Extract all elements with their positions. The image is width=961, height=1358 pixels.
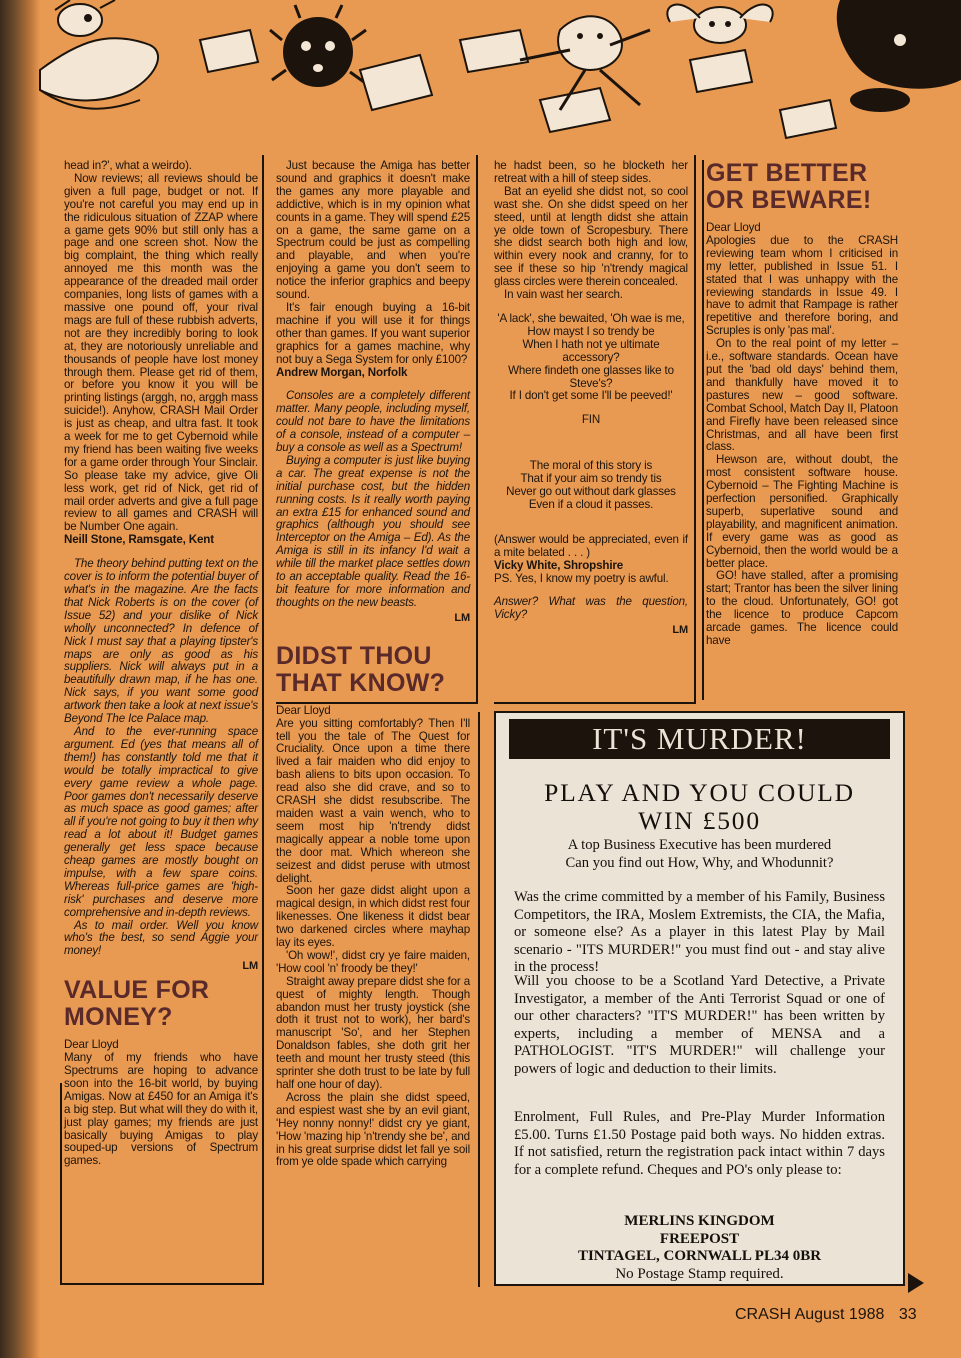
letter-heading: DIDST THOU THAT KNOW?	[276, 641, 446, 697]
letter-text: Soon her gaze didst alight upon a magical design, in which didst rest four likenesses. One likeness it didst bear two darkened circles where mayhap lay its eyes.	[276, 884, 470, 950]
poem-line: If I don't get some I'll be peeved!'	[509, 389, 673, 403]
letter-signature: Andrew Morgan, Norfolk	[276, 365, 408, 379]
editor-reply: Consoles are a completely different matter. Many people, including myself, could not bare to have the limitations of a console, instead of a computer – buy a console as well as a Spectrum!	[276, 389, 470, 455]
column-rule	[60, 1083, 62, 1285]
editor-initials: LM	[242, 960, 258, 973]
moral-line: Never go out without dark glasses	[506, 485, 676, 499]
ad-paragraph: Was the crime committed by a member of his Family, Business Competitors, the IRA, Moslem Extremists, the CIA, the Mafia, or someone else? As a player in this latest Play by Mail scenario - "ITS MURDER!" you must find out - and stay alive in the process!	[514, 889, 885, 976]
murder-advertisement	[494, 711, 905, 1286]
ad-paragraph: Will you choose to be a Scotland Yard Detective, a Private Investigator, a member of the Anti Terrorist Squad or one of our other characters? "IT'S MURDER!" has been written by experts, including a member of MENSA and a PATHOLOGIST. "IT'S MURDER!" will challenge your powers of logic and deduction to their limits.	[514, 973, 885, 1077]
poem	[494, 313, 688, 512]
letter-text: On to the real point of my letter – i.e., software standards. Ocean have put the 'bad old days' behind them, and thankfully have moved it to pastures new – good software. Combat School, Match Day II, Platoon and Firefly have been released since Christmas, and all have been first class.	[706, 337, 898, 454]
editor-reply: Answer? What was the question, Vicky?	[494, 595, 688, 622]
letter-signature: Neill Stone, Ramsgate, Kent	[64, 533, 214, 547]
column-1	[64, 160, 258, 1168]
editor-reply: And to the ever-running space argument. Ed (yes that means all of them!) has constantly told me that it would be totally impractical to give every game review a whole page. Poor games don't necessarily deserve as much space as good games; after all if you're not going to buy it then why read a lot about it! Budget games generally get less space because cheap games are mostly bought on impulse, with a few spare coins. Whereas full-price games are 'high-risk' purchases and deserve more comprehensive and in-depth reviews.	[64, 724, 258, 919]
ad-address	[496, 1213, 903, 1283]
poem-line: How mayst I so trendy be	[527, 324, 655, 338]
ad-intro-line: Can you find out How, Why, and Whodunnit?	[565, 854, 834, 871]
ad-headline	[496, 779, 903, 835]
letter-text: Apologies due to the CRASH reviewing team whom I criticised in my letter, published in Issue 51. I stated that I was unhappy with the reviewing standards in Issue 49. I have to admit that Rampage is rather repetitive and therefore boring, and Scruples is only 'pas mal'.	[706, 233, 898, 338]
column-3	[494, 160, 688, 637]
ad-paragraph: Enrolment, Full Rules, and Pre-Play Murder Information £5.00. Turns £1.50 Postage paid both ways. No hidden extras. If not satisfied, return the registration pack intact within 7 days for a complete refund. Cheques and PO's only please to:	[514, 1109, 885, 1178]
poem-line: When I hath not ye ultimate accessory?	[522, 337, 660, 364]
ad-headline-line: WIN £500	[638, 806, 761, 835]
letter-text: he hadst been, so he blocketh her retreat with a hill of steep sides.	[494, 159, 688, 185]
footer-page-number: 33	[898, 1306, 917, 1323]
ad-banner-title: IT'S MURDER!	[509, 719, 890, 759]
letter-signature: Vicky White, Shropshire	[494, 558, 624, 572]
box-rule	[60, 1283, 264, 1285]
column-rule	[476, 155, 478, 703]
column-rule	[694, 155, 696, 703]
letter-postscript: PS. Yes, I know my poetry is awful.	[494, 571, 669, 585]
column-rule	[262, 155, 264, 1285]
letter-text: head in?', what a weirdo).	[64, 159, 192, 172]
letter-heading: VALUE FOR MONEY?	[64, 976, 210, 1032]
letter-heading: GET BETTER OR BEWARE!	[706, 159, 872, 214]
ad-address-line: FREEPOST	[659, 1230, 740, 1247]
ad-address-line: TINTAGEL, CORNWALL PL34 0BR	[577, 1248, 822, 1264]
letter-text: Across the plain she didst speed, and espiest wast she by an evil giant, 'Hey nonny nonny!' didst cry ye giant, 'How 'mazing hip 'n'trendy she be', and in his great surprise didst let fall ye soil from ye olde spade which carrying	[276, 1090, 470, 1169]
moral-line: The moral of this story is	[529, 459, 653, 473]
box-rule	[276, 702, 478, 704]
letter-text: (Answer would be appreciated, even if a mite belated . . . )	[494, 532, 688, 559]
poem-line: Where findeth one glasses like to Steve's?	[508, 363, 674, 390]
editor-initials: LM	[454, 611, 470, 624]
letter-text: 'Oh wow!', didst cry ye faire maiden, 'How cool 'n' froody be they!'	[276, 948, 470, 975]
letter-text: Just because the Amiga has better sound and graphics it doesn't make the games any more playable and addictive, which is in my opinion what counts in a game. They will spend £25 on a game, the same game on a Spectrum could be just as compelling and playable, and when you're enjoying a game you don't seem to notice the inferior graphics and beepy sound.	[276, 159, 470, 302]
letter-salutation: Dear Lloyd	[276, 703, 331, 717]
box-rule	[494, 702, 696, 704]
ad-intro-line: A top Business Executive has been murdered	[567, 837, 832, 853]
editor-initials: LM	[672, 624, 688, 637]
page-spine-shadow	[0, 0, 40, 1358]
letter-text: In vain wast her search.	[504, 288, 623, 302]
letter-salutation: Dear Lloyd	[706, 221, 761, 234]
letter-text: It's fair enough buying a 16-bit machine if you will use it for things other than games. If you want superior graphics for a games machine, why not buy a Sega System for only £100?	[276, 300, 470, 366]
editor-reply: The theory behind putting text on the cover is to inform the potential buyer of what's in the magazine. Are the facts that Nick Roberts is on the cover (of Issue 52) and your dislike of Nick wholly unconnected? In defence of Nick I must say that a playing tipster's maps are only as good as his suppliers. Nick will always put in a beautifully drawn map, if he has one. Nick says, if you want some good artwork then take a look at next issue's Beyond The Ice Palace map.	[64, 557, 258, 726]
moral-line: Even if a cloud it passes.	[528, 497, 654, 511]
letter-text: Are you sitting comfortably? Then I'll tell you the tale of The Quest for Cruciality. Once upon a time there lived a fair maiden who did enjoy to bash aliens to bits upon occasion. To read also she did crave, and so to CRASH she didst resubscribe. The maiden wast a vain wench, who to seem most hip 'n'trendy didst magically appear a noble tome upon the door mat. Which whereon she seizest and didst peruse with utmost delight.	[276, 716, 470, 885]
letter-text: Straight away prepare didst she for a quest of mighty length. Though abandon must her trusty joystick (she doth it trust not to work), her bard's manuscript 'So', and her Stephen Donaldson fables, she doth grit her teeth and mount her trusty steed (this sprinter she doth trust to be late by full half one hour of day).	[276, 974, 470, 1091]
header-cartoon-illustration	[0, 0, 961, 150]
ad-headline-line: PLAY AND YOU COULD	[544, 778, 855, 807]
letter-text: Now reviews; all reviews should be given a full page, budget or not. If you're not careful you may end up in the ridiculous situation of ZZAP where a game gets 90% but still only has a page and one screen shot. Now the big complaint, the thing which really annoyed me this month was the appearance of the dreaded mail order companies, long lists of games with a massive one pound off, your rival mags are full of these rubbish adverts, not are they incredibly boring to look at, they are notoriously unreliable and thousands of people have lost money through them. Please get rid of them, or before you know it you will be printing listings (arggh, no, arggh mass suicide!). Anyhow, CRASH Mail Order is just as cheap, and ultra fast. It took a week for me to get Cybernoid while my friend has been waiting five weeks for a game order through Your Sinclair. So please take my advice, give Oli less work, get rid of Nick, get rid of mail order adverts and give a full page review to all games and CRASH will be Number One again.	[64, 171, 258, 534]
poem-line: 'A lack', she bewaited, 'Oh wae is me,	[497, 311, 685, 325]
editor-reply: As to mail order. Well you know who's the best, so send Aggie your money!	[64, 918, 258, 958]
letter-text: GO! have stalled, after a promising start; Trantor has been the silver lining to the cloud. Unfortunately, GO! got the licence to produce Capcom arcade games. The licence could have	[706, 569, 898, 647]
column-rule	[478, 712, 480, 1287]
letter-text: Many of my friends who have Spectrums are hoping to advance soon into the 16-bit world, by buying Amigas. Now at £450 for an Amiga it's a big step. But what will they do with it, just play games; my friends are just basically buying Amigas to play souped-up versions of Spectrum games.	[64, 1051, 258, 1168]
moral-line: That if your aim so trendy tis	[520, 472, 662, 486]
ad-address-note: No Postage Stamp required.	[615, 1265, 784, 1282]
poem-end: FIN	[581, 413, 601, 427]
letter-text: Bat an eyelid she didst not, so cool wast she. On she didst speed on her steed, until at length didst she attain ye olde town of Scropesbury. There she didst search both high and low, within every nook and cranny, for to see if these so hip 'n'trendy magical glass circles were therein concealed.	[494, 184, 688, 289]
editor-reply: Buying a computer is just like buying a car. The great expense is not the initial purchase cost, but the hidden running costs. Is it really worth paying an extra £15 for enhanced sound and graphics (although you should see Interceptor on the Amiga – Ed). As the Amiga is still in its infancy I'd wait a while till the market place settles down to an acceptable quality. Read the 16-bit feature for more information and thoughts on the new beasts.	[276, 453, 470, 609]
column-rule	[702, 160, 704, 700]
ad-intro	[514, 837, 885, 872]
letter-salutation: Dear Lloyd	[64, 1038, 119, 1052]
footer-magazine-issue: CRASH August 1988	[735, 1306, 885, 1323]
page-footer	[735, 1306, 917, 1324]
continue-arrow-icon	[908, 1273, 924, 1293]
column-4	[706, 160, 898, 648]
column-2	[276, 160, 470, 1169]
letter-text: Hewson are, without doubt, the most consistent software house. Cybernoid – The Fighting Machine is perfection personified. Graphically superb, superlative sound and playability, and magnificent animation. If every game was as good as Cybernoid, then the world would be a better place.	[706, 453, 898, 570]
ad-address-line: MERLINS KINGDOM	[624, 1213, 775, 1229]
